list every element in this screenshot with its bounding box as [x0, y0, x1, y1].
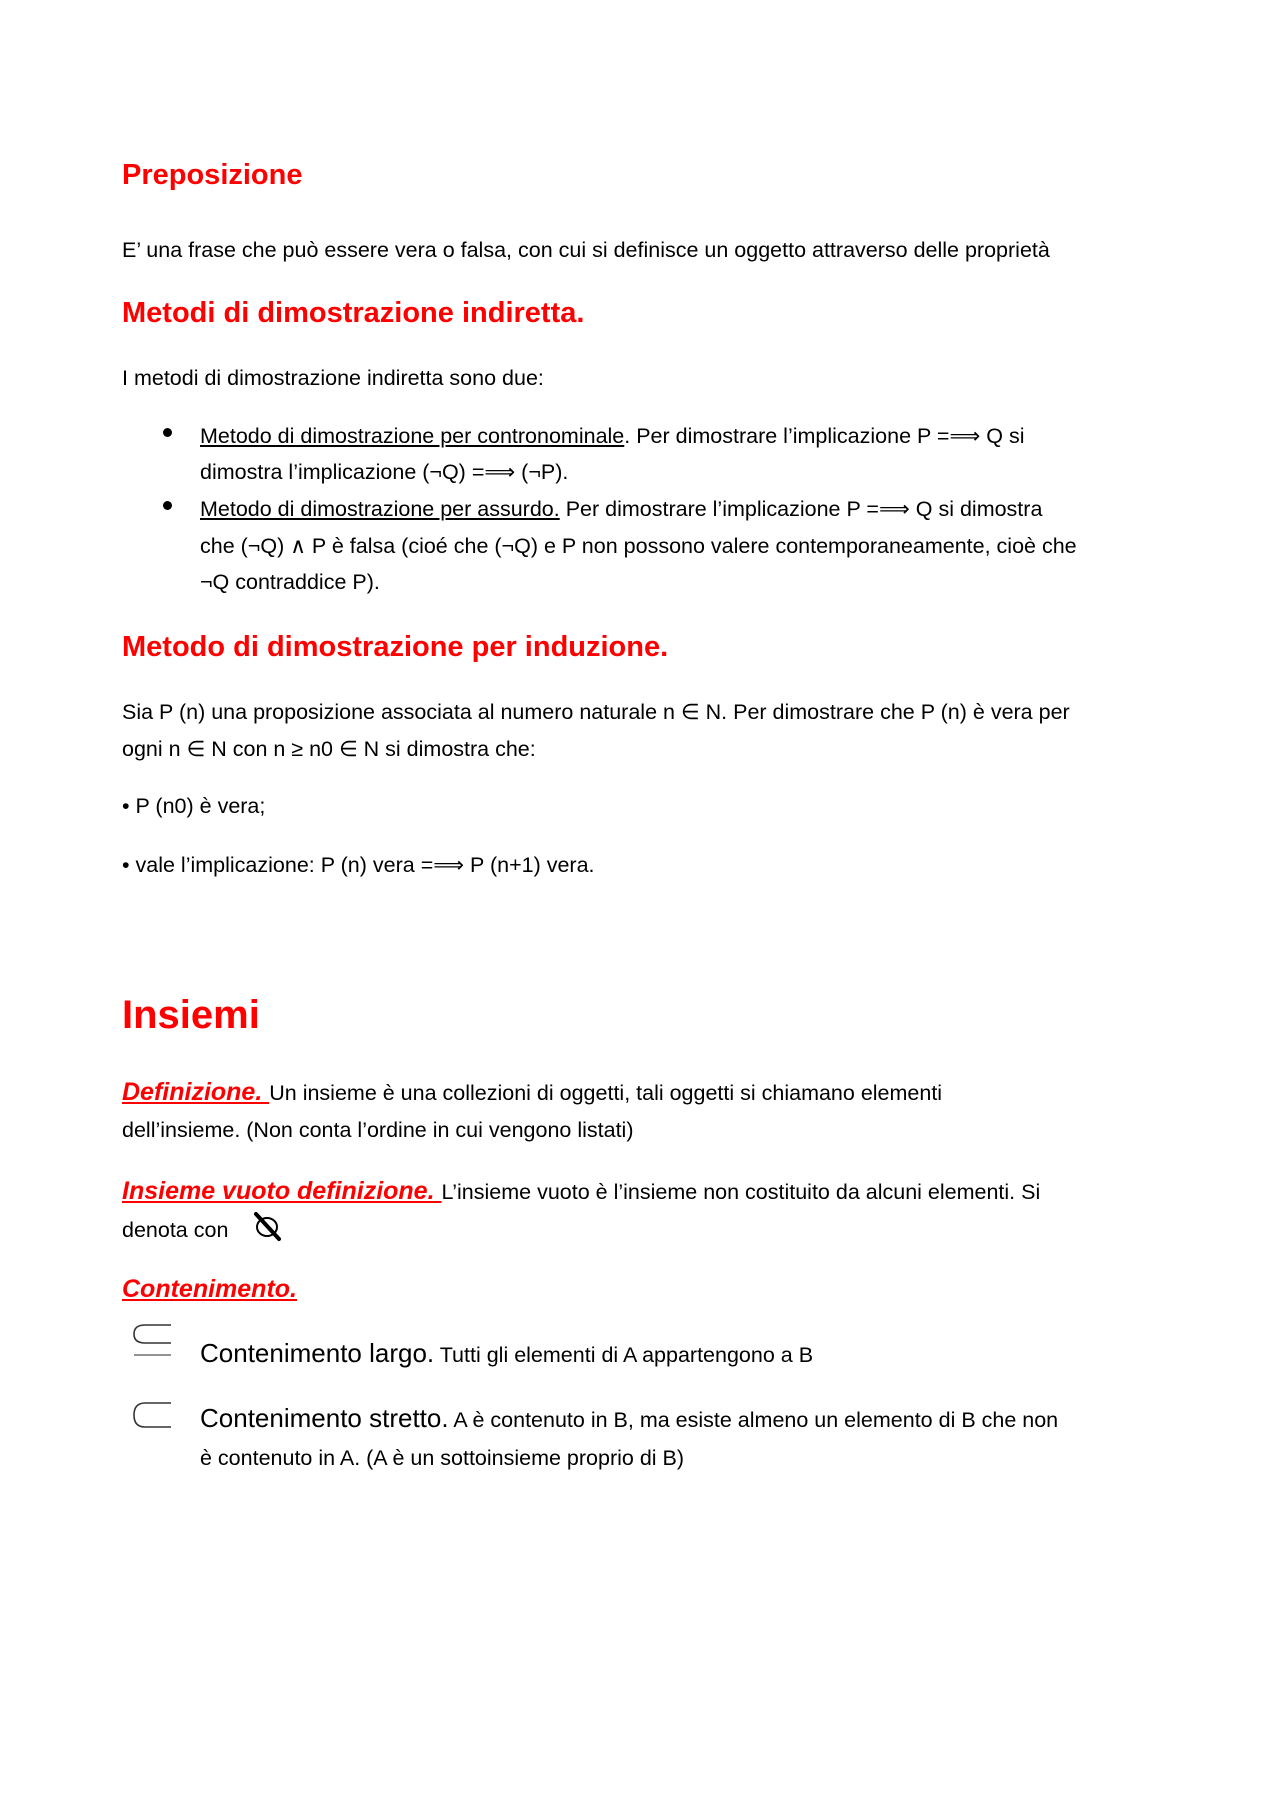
contronominale-title: Metodo di dimostrazione per contronominale [200, 424, 625, 448]
heading-induzione: Metodo di dimostrazione per induzione. [122, 631, 669, 663]
vuoto-label: Insieme vuoto definizione. [122, 1177, 442, 1205]
contenimento-heading: Contenimento. [122, 1275, 297, 1303]
largo-text: Tutti gli elementi di A appartengono a B [434, 1343, 814, 1367]
vuoto-text: L’insieme vuoto è l’insieme non costituito da alcuni elementi. Si [441, 1180, 1041, 1204]
heading-insiemi: Insiemi [122, 993, 260, 1037]
induzione-line2: ogni n ∈ N con n ≥ n0 ∈ N si dimostra che: [122, 737, 536, 761]
induzione-bullet1: • P (n0) è vera; [122, 794, 266, 818]
definizione-text: Un insieme è una collezioni di oggetti, tali oggetti si chiamano elementi [269, 1081, 943, 1105]
definizione-label: Definizione. [122, 1078, 270, 1106]
assurdo-line3: ¬Q contraddice P). [200, 570, 380, 594]
empty-set-icon [251, 1211, 285, 1243]
stretto-label: Contenimento stretto. [200, 1403, 449, 1433]
largo-label: Contenimento largo. [200, 1338, 435, 1368]
vuoto-line1 [122, 1177, 1040, 1206]
definizione-line2: dell’insieme. (Non conta l’ordine in cui vengono listati) [122, 1118, 634, 1142]
subset-icon [131, 1400, 175, 1432]
list-item-contronominale [200, 422, 1025, 450]
heading-metodi-indiretta: Metodi di dimostrazione indiretta. [122, 297, 585, 329]
preposizione-text: E’ una frase che può essere vera o falsa, con cui si definisce un oggetto attraverso delle proprietà [122, 238, 1050, 262]
induzione-bullet2: • vale l’implicazione: P (n) vera =⟹ P (n+1) vera. [122, 853, 595, 877]
bullet-icon [163, 501, 172, 510]
list-item-assurdo [200, 495, 1042, 523]
definizione-line1 [122, 1078, 942, 1107]
stretto-text: A è contenuto in B, ma esiste almeno un elemento di B che non [448, 1408, 1059, 1432]
assurdo-rest: Per dimostrare l’implicazione P =⟹ Q si dimostra [559, 497, 1043, 521]
stretto-line2: è contenuto in A. (A è un sottoinsieme proprio di B) [200, 1446, 685, 1470]
vuoto-line2: denota con [122, 1218, 229, 1242]
contronominale-rest: . Per dimostrare l’implicazione P =⟹ Q si [624, 424, 1025, 448]
contronominale-line2: dimostra l’implicazione (¬Q) =⟹ (¬P). [200, 460, 569, 484]
induzione-line1: Sia P (n) una proposizione associata al numero naturale n ∈ N. Per dimostrare che P (n) è vera per [122, 700, 1070, 724]
contenimento-largo-row [200, 1339, 813, 1369]
contenimento-heading-wrap [122, 1275, 297, 1304]
heading-preposizione: Preposizione [122, 159, 303, 191]
assurdo-line2: che (¬Q) ∧ P è falsa (cioé che (¬Q) e P non possono valere contemporaneamente, cioè che [200, 534, 1077, 558]
metodi-intro: I metodi di dimostrazione indiretta sono due: [122, 366, 544, 390]
bullet-icon [163, 428, 172, 437]
assurdo-title: Metodo di dimostrazione per assurdo. [200, 497, 560, 521]
subset-eq-icon [131, 1322, 175, 1360]
contenimento-stretto-row [200, 1404, 1058, 1434]
